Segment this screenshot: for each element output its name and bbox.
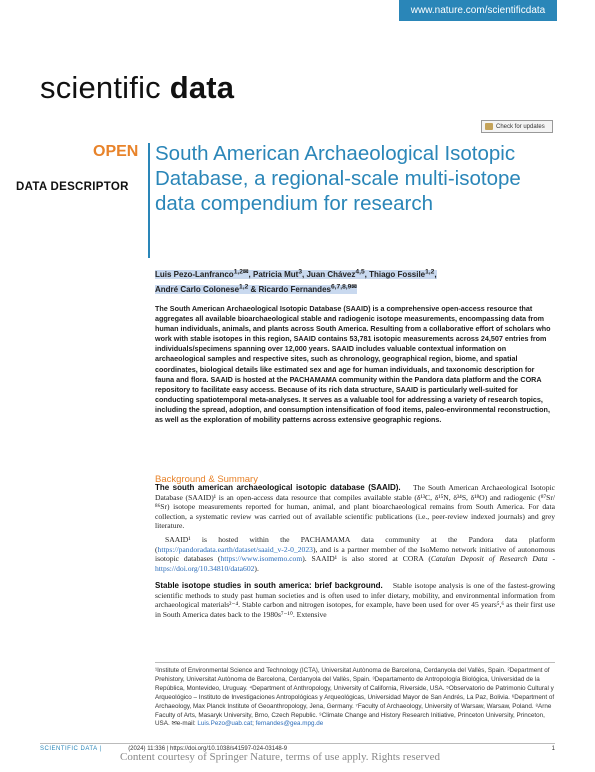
footer-citation[interactable]: (2024) 11:336 | https://doi.org/10.1038/s41597-024-03148-9 — [128, 746, 288, 752]
journal-name-light: scientific — [40, 70, 170, 105]
journal-url-link[interactable]: www.nature.com/scientificdata — [399, 0, 557, 21]
check-for-updates-label: Check for updates — [496, 124, 545, 130]
affiliation-divider — [155, 662, 555, 663]
article-type-label: DATA DESCRIPTOR — [16, 181, 129, 193]
journal-name-bold: data — [169, 70, 235, 105]
title-accent-bar — [148, 143, 150, 258]
open-access-label: OPEN — [93, 143, 139, 160]
article-title: South American Archaeological Isotopic Database, a regional-scale multi-isotope data compendium for research — [155, 142, 521, 215]
watermark-text: Content courtesy of Springer Nature, terms of use apply. Rights reserved — [120, 751, 441, 763]
check-for-updates-button[interactable] — [481, 120, 553, 133]
author-link[interactable]: , Patricia Mut$^3$ — [248, 268, 303, 279]
paragraph-subheading: Stable isotope studies in south america: brief background. — [155, 581, 383, 590]
author-link[interactable]: André Carlo Colonese$^{1,2}$ — [155, 283, 249, 294]
author-link[interactable]: & Ricardo Fernandes$^{6,7,8,9✉}$ — [248, 283, 357, 294]
affiliations-text: ¹Institute of Environmental Science and Technology (ICTA), Universitat Autònoma de Barcelona, Cerdanyola del Vallès, Spain. ²Department of Prehistory, Universitat Autònoma de Barcelona, Cerdanyola del Vallès, Spain. ³Departamento de Antropología Biológica, Universidad de la República, Montevideo, Uruguay. ⁴Department of Anthropology, University of California, Riverside, USA. ⁵Observatorio de Patrimonio Cultural y Arqueológico – Instituto de Investigaciones Antropológicas y Arqueológicas, Universidad Mayor de San Andrés, La Paz, Bolivia. ⁶Department of Archaeology, Max Planck Institute of Geoanthropology, Jena, Germany. ⁷Faculty of Archaeology, University of Warsaw, Warsaw, Poland. ⁸Arne Faculty of Arts, Masaryk University, Brno, Czech Republic. ⁹Climate Change and History Research Initiative, Princeton University, Princeton, USA. ✉e-mail: Luis.Pezo@uab.cat; fernandes@gea.mpg.de — [155, 667, 555, 728]
section-heading: Background & Summary — [155, 474, 258, 485]
update-badge-icon — [485, 123, 493, 130]
author-link[interactable]: , Thiago Fossile$^{1,2}$, — [364, 268, 437, 279]
pandora-link[interactable]: https://pandoradata.earth/dataset/saaid_v-2-0_2023 — [157, 544, 313, 554]
paragraph-stable-isotope: Stable isotope studies in south america: brief background. Stable isotope analysis is one of the fastest-growing scientific methods to study past human societies and is often used to infer dietary, mobility, and environmental information from archaeological materials²⁻⁴. Stable carbon and nitrogen isotopes, for example, have been used for over 45 years⁵,⁶ as their first use in South America dates back to the 1980s⁷⁻¹⁰. Extensive — [155, 581, 556, 619]
email-link[interactable]: fernandes@gea.mpg.de — [255, 720, 324, 728]
paragraph-hosting: SAAID¹ is hosted within the PACHAMAMA data community at the Pandora data platform (https://pandoradata.earth/dataset/saaid_v-2-0_2023), and is a partner member of the IsoMemo network initiative of autonomous isotopic databases (https://www.isomemo.com). SAAID¹ is also stored at CORA (Catalan Deposit of Research Data - https://doi.org/10.34810/data602). — [155, 535, 555, 573]
author-link[interactable]: Luis Pezo-Lanfranco$^{1,2✉}$ — [155, 268, 249, 279]
email-link[interactable]: Luis.Pezo@uab.cat — [197, 720, 253, 728]
footer-journal-name: SCIENTIFIC DATA | — [40, 746, 102, 752]
journal-logo — [40, 70, 234, 106]
paragraph-saaid: The south american archaeological isotopic database (SAAID). The South American Archaeological Isotopic Database (SAAID)¹ is an open-access data resource that compiles available stable (δ¹³C, δ¹⁵N, δ³⁴S, δ¹⁸O) and radiogenic (⁸⁷Sr/⁸⁶Sr) isotope measurements reported for human, animal, and plant bioarchaeological remains from South America. For data collection, a systematic review was carried out of available scientific publications (i.e., peer-review indexed journals) and grey literature. — [155, 483, 555, 531]
author-link[interactable]: , Juan Chávez$^{4,5}$ — [302, 268, 365, 279]
author-list — [155, 266, 555, 296]
paragraph-subheading: The south american archaeological isotopic database (SAAID). — [155, 483, 401, 492]
footer-divider — [40, 743, 555, 744]
abstract-text: The South American Archaeological Isotopic Database (SAAID) is a comprehensive open-access resource that aggregates all available bioarchaeological stable and radiogenic isotope measurements, encompassing data from human individuals, animals, and plants across South America. Resulting from a collaborative effort of scholars who work with stable isotopes in this region, SAAID contains 53,781 isotopic measurements across 24,507 entries from individuals/specimens spanning over 12,000 years. SAAID includes valuable contextual information on archaeological samples and respective sites, such as chronology, geographical region, biome, and spatial coordinates, biological details like estimated sex and age for human individuals, and taxonomic description for fauna and flora. SAAID is hosted at the PACHAMAMA community within the Pandora data platform and the CORA repository to facilitate easy access. Because of its rich data structure, SAAID is particularly well-suited for conducting spatiotemporal meta-analyses. It serves as a valuable tool for addressing a variety of research topics, including the spread, adoption, and consumption intensification of food items, paleo-environmental reconstruction, as well as the exploration of mobility patterns across extensive geographic regions. — [155, 304, 551, 425]
page-number: 1 — [551, 746, 555, 752]
isomemo-link[interactable]: https://www.isomemo.com — [220, 554, 303, 564]
cora-doi-link[interactable]: https://doi.org/10.34810/data602 — [155, 563, 255, 573]
